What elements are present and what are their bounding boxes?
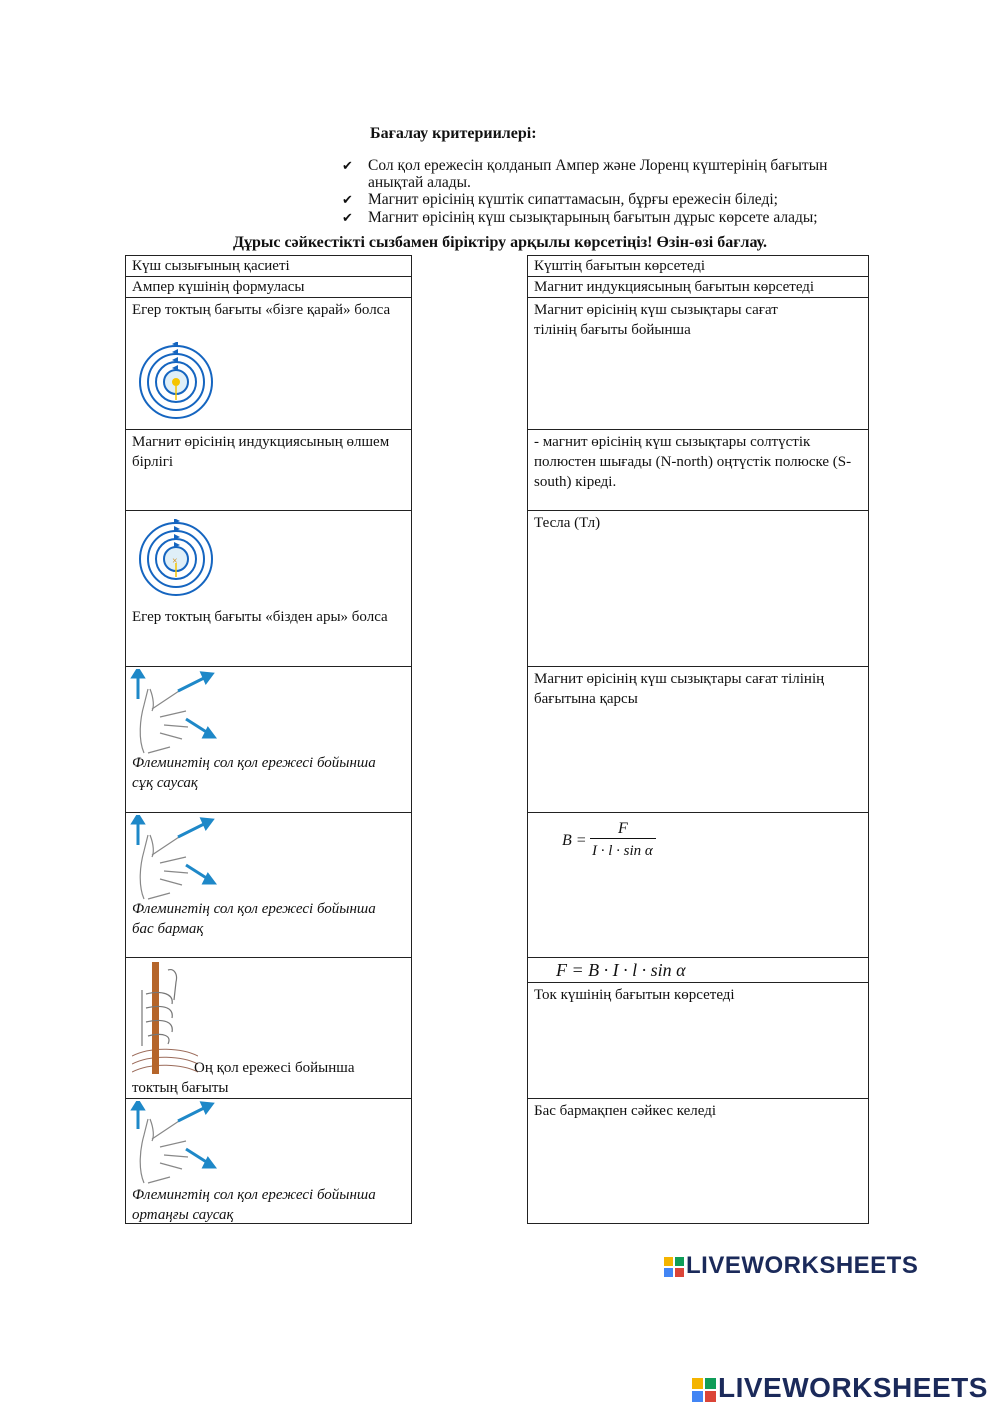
right-text: Магнит өрісінің күш сызықтары сағат тілінің бағытына қарсы [534,671,825,707]
logo-text: LIVEWORKSHEETS [718,1372,988,1403]
right-cell[interactable] [527,957,869,983]
logo-text: LIVEWORKSHEETS [686,1252,919,1279]
criteria-text: Магнит өрісінің күш сызықтарының бағытын дұрыс көрсете алады; [368,209,818,226]
left-text: Күш сызығының қасиеті [132,258,290,274]
checkmark-icon: ✔ [342,210,353,225]
left-text: Егер токтың бағыты «бізден ары» болса [132,609,388,625]
right-text: Күштің бағытын көрсетеді [534,258,706,274]
criteria-text: Магнит өрісінің күштік сипаттамасын, бұрғы ережесін біледі; [368,191,778,208]
left-cell[interactable] [125,1098,412,1224]
left-hand-rule-icon [130,1101,220,1187]
left-text: Флемингтің сол қол ережесі бойынша бас бармақ [132,901,376,937]
right-cell[interactable] [527,510,869,667]
right-text: Ток күшінің бағытын көрсетеді [534,987,735,1003]
left-cell[interactable] [125,510,412,667]
svg-text:×: × [172,556,178,567]
right-cell[interactable] [527,429,869,511]
left-hand-rule-icon [130,669,220,759]
ampere-formula: F = B · I · l · sin α [556,960,686,980]
left-text: Оң қол ережесі бойынша токтың бағыты [132,1060,355,1096]
left-cell[interactable] [125,297,412,430]
right-text: Магнит индукциясының бағытын көрсетеді [534,279,815,295]
instruction-heading: Дұрыс сәйкестікті сызбамен біріктіру арқылы көрсетіңіз! Өзін-өзі бағлау. [232,234,768,251]
left-text: Флемингтің сол қол ережесі бойынша сұқ саусақ [132,755,376,791]
formula-numerator: F [618,820,628,837]
left-text: Флемингтің сол қол ережесі бойынша ортаңғы саусақ [132,1187,376,1223]
right-cell[interactable] [527,276,869,298]
left-cell[interactable] [125,957,412,1099]
left-cell[interactable] [125,429,412,511]
right-text: Магнит өрісінің күш сызықтары сағат тілінің бағыты бойынша [534,302,778,338]
liveworksheets-logo [664,1252,918,1280]
left-cell[interactable] [125,666,412,813]
field-circles-away-icon [136,519,216,599]
right-cell[interactable] [527,982,869,1099]
left-cell[interactable] [125,276,412,298]
criteria-title: Бағалау критериилері: [370,125,537,142]
right-cell[interactable] [527,255,869,277]
right-cell[interactable] [527,297,869,430]
liveworksheets-logo [692,1372,988,1404]
right-cell[interactable] [527,666,869,813]
left-cell[interactable] [125,255,412,277]
right-text: Тесла (Тл) [534,515,601,531]
formula-lhs: B = [562,832,587,849]
left-hand-rule-icon [130,815,220,905]
checkmark-icon: ✔ [342,158,353,173]
criteria-item [342,209,882,226]
liveworksheets-logo-icon [692,1378,716,1402]
field-circles-toward-icon [136,342,216,422]
right-text: - магнит өрісінің күш сызықтары солтүстік полюстен шығады (N-north) оңтүстік полюске (S-south) кіреді. [534,434,852,490]
criteria-item [342,191,882,208]
left-text: Магнит өрісінің индукциясының өлшем бірлігі [132,434,390,470]
right-text: Бас бармақпен сәйкес келеді [534,1103,717,1119]
formula-denominator: I · l · sin α [592,843,653,859]
right-cell[interactable] [527,1098,869,1224]
checkmark-icon: ✔ [342,192,353,207]
left-text: Ампер күшінің формуласы [132,279,305,295]
criteria-text: Сол қол ережесін қолданып Ампер және Лоренц күштерінің бағытын анықтай алады. [368,157,828,191]
liveworksheets-logo-icon [664,1257,684,1277]
right-cell[interactable] [527,812,869,958]
criteria-item [342,157,882,191]
left-text: Егер токтың бағыты «бізге қарай» болса [132,302,391,318]
left-cell[interactable] [125,812,412,958]
